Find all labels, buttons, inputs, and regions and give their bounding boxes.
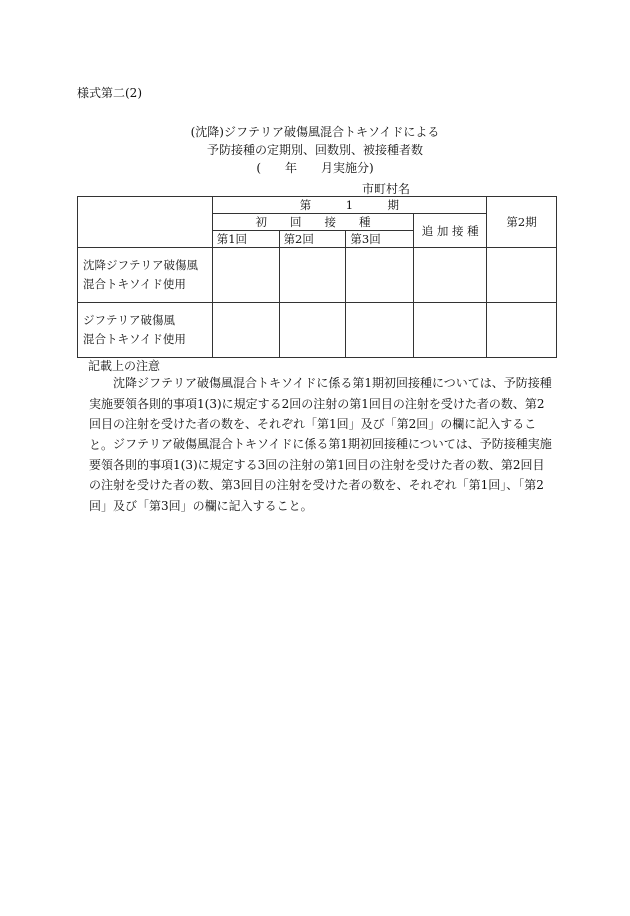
title-line-1: (沈降)ジフテリア破傷風混合トキソイドによる [190, 125, 440, 139]
note-paragraph-2: ジフテリア破傷風混合トキソイドに係る第1期初回接種については、予防接種実施要領各則的事項1(3)に規定する3回の注射の第1回目の注射を受けた者の数、第2回目の注射を受けた者の数、第3回目の注射を受けた者の数を、それぞれ「第1回」、「第2回」及び「第3回」の欄に記入すること。 [89, 437, 552, 513]
table-cell [346, 303, 414, 358]
table-cell [279, 248, 346, 303]
row-label-dt [78, 303, 213, 358]
header-period-2: 第2期 [487, 197, 557, 248]
header-dose-2: 第2回 [279, 231, 346, 248]
row-label-line: 沈降ジフテリア破傷風 [83, 258, 198, 272]
table-row [78, 248, 557, 303]
table-cell [279, 303, 346, 358]
table-cell [212, 248, 279, 303]
title-line-2: 予防接種の定期別、回数別、被接種者数 [206, 143, 423, 157]
header-initial-vaccination: 初 回 接 種 [212, 214, 414, 231]
table-cell [487, 248, 557, 303]
table-cell [414, 248, 487, 303]
municipality-label: 市町村名 [362, 182, 411, 196]
row-label-line: 混合トキソイド使用 [83, 277, 186, 291]
table-row [78, 303, 557, 358]
vaccination-count-table [77, 196, 557, 358]
header-blank-cell [78, 197, 213, 248]
header-period-1: 第 1 期 [212, 197, 486, 214]
table-cell [414, 303, 487, 358]
header-dose-1: 第1回 [212, 231, 279, 248]
notes-heading: 記載上の注意 [88, 359, 161, 373]
table-cell [212, 303, 279, 358]
table-cell [346, 248, 414, 303]
header-dose-3: 第3回 [346, 231, 414, 248]
header-booster-vaccination: 追 加 接 種 [414, 214, 487, 248]
row-label-line: 混合トキソイド使用 [83, 332, 186, 346]
note-paragraph-1: 沈降ジフテリア破傷風混合トキソイドに係る第1期初回接種については、予防接種実施要領各則的事項1(3)に規定する2回の注射の第1回目の注射を受けた者の数、第2回目の注射を受けた者の数を、それぞれ「第1回」及び「第2回」の欄に記入すること。 [89, 376, 552, 452]
title-line-3: ( 年 月実施分) [256, 161, 374, 175]
table-cell [487, 303, 557, 358]
table-header-row [78, 197, 557, 214]
row-label-adsorbed-dt [78, 248, 213, 303]
form-number: 様式第二(2) [77, 86, 142, 100]
row-label-line: ジフテリア破傷風 [83, 313, 175, 327]
